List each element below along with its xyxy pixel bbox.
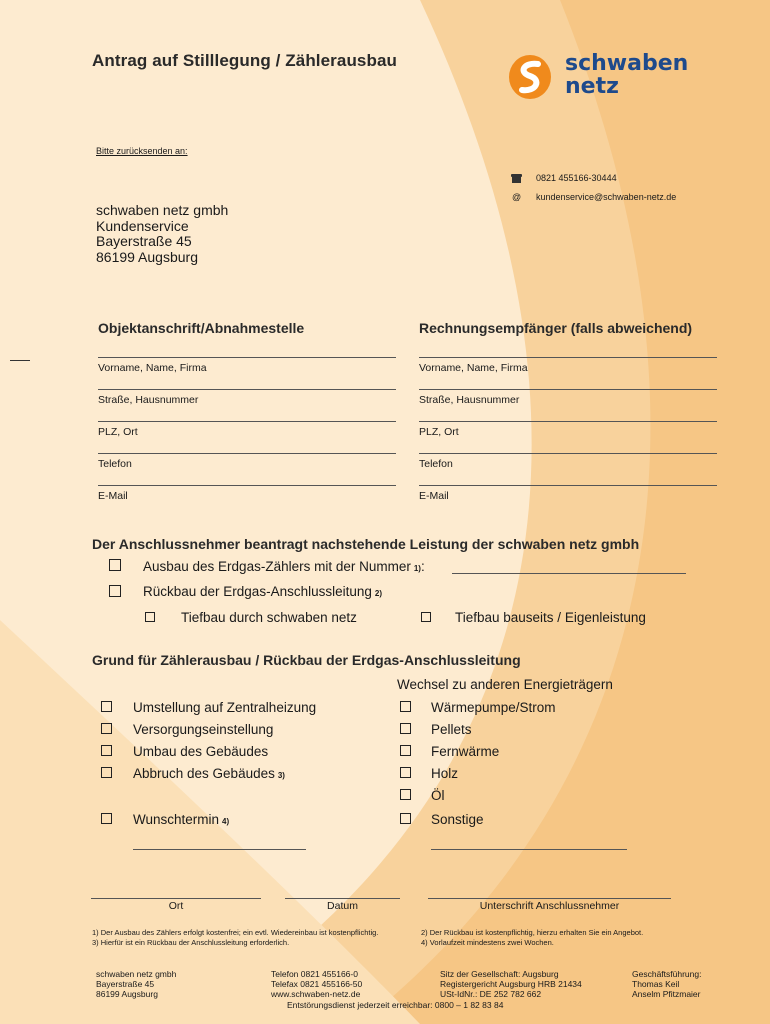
email-icon: @ <box>512 192 522 202</box>
fold-mark <box>10 360 30 361</box>
phone-icon <box>511 174 522 183</box>
energy-checkbox[interactable] <box>400 767 411 778</box>
footer-contact <box>271 969 362 999</box>
field-label: PLZ, Ort <box>98 426 138 438</box>
reason-checkbox[interactable] <box>101 723 112 734</box>
logo-line-2: netz <box>565 74 619 99</box>
energy-checkbox[interactable] <box>400 701 411 712</box>
reason-label: Versorgungseinstellung <box>133 722 274 737</box>
excavation-self-checkbox[interactable] <box>421 612 431 622</box>
reason-checkbox[interactable] <box>101 767 112 778</box>
footnotes-left <box>92 928 378 947</box>
reason-label <box>133 766 285 781</box>
billing-email-field[interactable] <box>419 485 717 486</box>
excavation-netz-checkbox[interactable] <box>145 612 155 622</box>
emergency-service: Entstörungsdienst jederzeit erreichbar: 0800 – 1 82 83 84 <box>287 1000 504 1010</box>
line-removal-label <box>143 584 382 599</box>
footer-registry <box>440 969 582 999</box>
footer-line: Anselm Pfitzmaier <box>632 989 701 999</box>
footer-line: Geschäftsführung: <box>632 969 702 979</box>
field-label: PLZ, Ort <box>419 426 459 438</box>
form-title: Antrag auf Stilllegung / Zählerausbau <box>92 51 398 70</box>
footer-company <box>96 969 176 999</box>
reason-label: Umstellung auf Zentralheizung <box>133 700 317 715</box>
wish-date-label <box>133 812 229 827</box>
billing-street-field[interactable] <box>419 389 717 390</box>
billing-city-field[interactable] <box>419 421 717 422</box>
address-line: Kundenservice <box>96 217 189 234</box>
footnote: 4) Vorlaufzeit mindestens zwei Wochen. <box>421 937 554 947</box>
energy-label: Holz <box>431 766 459 781</box>
energy-checkbox[interactable] <box>400 813 411 824</box>
option-text: Rückbau der Erdgas-Anschlussleitung <box>143 584 372 599</box>
energy-switch-heading: Wechsel zu anderen Energieträgern <box>397 677 613 692</box>
address-line: 86199 Augsburg <box>96 248 198 265</box>
option-colon: : <box>420 559 425 574</box>
field-label: Vorname, Name, Firma <box>98 362 207 374</box>
energy-checkbox[interactable] <box>400 723 411 734</box>
object-name-field[interactable] <box>98 357 396 358</box>
excavation-netz-label: Tiefbau durch schwaben netz <box>181 610 357 625</box>
object-street-field[interactable] <box>98 389 396 390</box>
date-field[interactable] <box>285 898 400 899</box>
energy-label: Fernwärme <box>431 744 500 759</box>
footer-line: Telefax 0821 455166-50 <box>271 979 363 989</box>
footer-line: Thomas Keil <box>632 979 680 989</box>
energy-label: Öl <box>431 788 445 803</box>
reason-checkbox[interactable] <box>101 701 112 712</box>
date-label: Datum <box>327 900 358 912</box>
footnotes-right <box>421 928 643 947</box>
meter-removal-label <box>143 559 425 574</box>
footer-line: schwaben netz gmbh <box>96 969 177 979</box>
energy-label: Wärmepumpe/Strom <box>431 700 556 715</box>
place-field[interactable] <box>91 898 261 899</box>
contact-phone: 0821 455166-30444 <box>536 173 617 183</box>
footnote: 1) Der Ausbau des Zählers erfolgt kostenfrei; ein evtl. Wiedereinbau ist kostenpflichtig. <box>92 928 379 937</box>
footer-line: USt-IdNr.: DE 252 782 662 <box>440 989 542 999</box>
address-line: Bayerstraße 45 <box>96 233 192 249</box>
wish-date-checkbox[interactable] <box>101 813 112 824</box>
footer-line: 86199 Augsburg <box>96 989 158 999</box>
company-logo <box>508 52 728 102</box>
energy-label: Pellets <box>431 722 472 737</box>
reason-heading: Grund für Zählerausbau / Rückbau der Erdgas-Anschlussleitung <box>92 652 521 668</box>
option-text: Ausbau des Erdgas-Zählers mit der Nummer <box>143 559 411 574</box>
footnote-ref: 2) <box>374 589 382 598</box>
line-removal-checkbox[interactable] <box>109 585 121 597</box>
object-phone-field[interactable] <box>98 453 396 454</box>
billing-section-heading: Rechnungsempfänger (falls abweichend) <box>419 320 693 336</box>
energy-checkbox[interactable] <box>400 745 411 756</box>
wish-date-field[interactable] <box>133 849 306 850</box>
footnote-ref: 4) <box>222 817 230 826</box>
other-energy-field[interactable] <box>431 849 627 850</box>
signature-field[interactable] <box>428 898 671 899</box>
billing-name-field[interactable] <box>419 357 717 358</box>
field-label: Straße, Hausnummer <box>98 394 199 406</box>
return-label: Bitte zurücksenden an: <box>96 146 188 156</box>
footer-line: Sitz der Gesellschaft: Augsburg <box>440 969 559 979</box>
contact-email[interactable]: kundenservice@schwaben-netz.de <box>536 192 677 202</box>
logo-mark-icon <box>508 54 552 100</box>
excavation-self-label: Tiefbau bauseits / Eigenleistung <box>455 610 646 625</box>
billing-phone-field[interactable] <box>419 453 717 454</box>
energy-label: Sonstige <box>431 812 484 827</box>
footer-line: Telefon 0821 455166-0 <box>271 969 358 979</box>
footnote: 3) Hierfür ist ein Rückbau der Anschlussleitung erforderlich. <box>92 937 290 947</box>
object-email-field[interactable] <box>98 485 396 486</box>
reason-label: Umbau des Gebäudes <box>133 744 269 759</box>
footer-line: Bayerstraße 45 <box>96 979 155 989</box>
field-label: E-Mail <box>419 490 449 502</box>
object-section-heading: Objektanschrift/Abnahmestelle <box>98 320 305 336</box>
field-label: Telefon <box>419 458 453 470</box>
field-label: Telefon <box>98 458 132 470</box>
field-label: Vorname, Name, Firma <box>419 362 528 374</box>
option-text: Wunschtermin <box>133 812 220 827</box>
footnote: 2) Der Rückbau ist kostenpflichtig, hierzu erhalten Sie ein Angebot. <box>421 928 644 937</box>
field-label: Straße, Hausnummer <box>419 394 520 406</box>
footer-line: Registergericht Augsburg HRB 21434 <box>440 979 582 989</box>
footer-line[interactable]: www.schwaben-netz.de <box>271 989 361 999</box>
signature-label: Unterschrift Anschlussnehmer <box>479 900 620 912</box>
reason-checkbox[interactable] <box>101 745 112 756</box>
meter-removal-checkbox[interactable] <box>109 559 121 571</box>
object-city-field[interactable] <box>98 421 396 422</box>
service-heading: Der Anschlussnehmer beantragt nachstehende Leistung der schwaben netz gmbh <box>92 536 640 552</box>
footnote-ref: 1) <box>413 564 421 573</box>
footnote-ref: 3) <box>277 771 285 780</box>
logo-line-1: schwaben <box>565 51 689 76</box>
option-text: Abbruch des Gebäudes <box>133 766 275 781</box>
return-address <box>96 203 228 265</box>
place-label: Ort <box>168 900 184 912</box>
energy-checkbox[interactable] <box>400 789 411 800</box>
address-line: schwaben netz gmbh <box>96 202 229 218</box>
field-label: E-Mail <box>98 490 128 502</box>
footer-management <box>632 969 701 999</box>
meter-number-field[interactable] <box>452 573 686 574</box>
